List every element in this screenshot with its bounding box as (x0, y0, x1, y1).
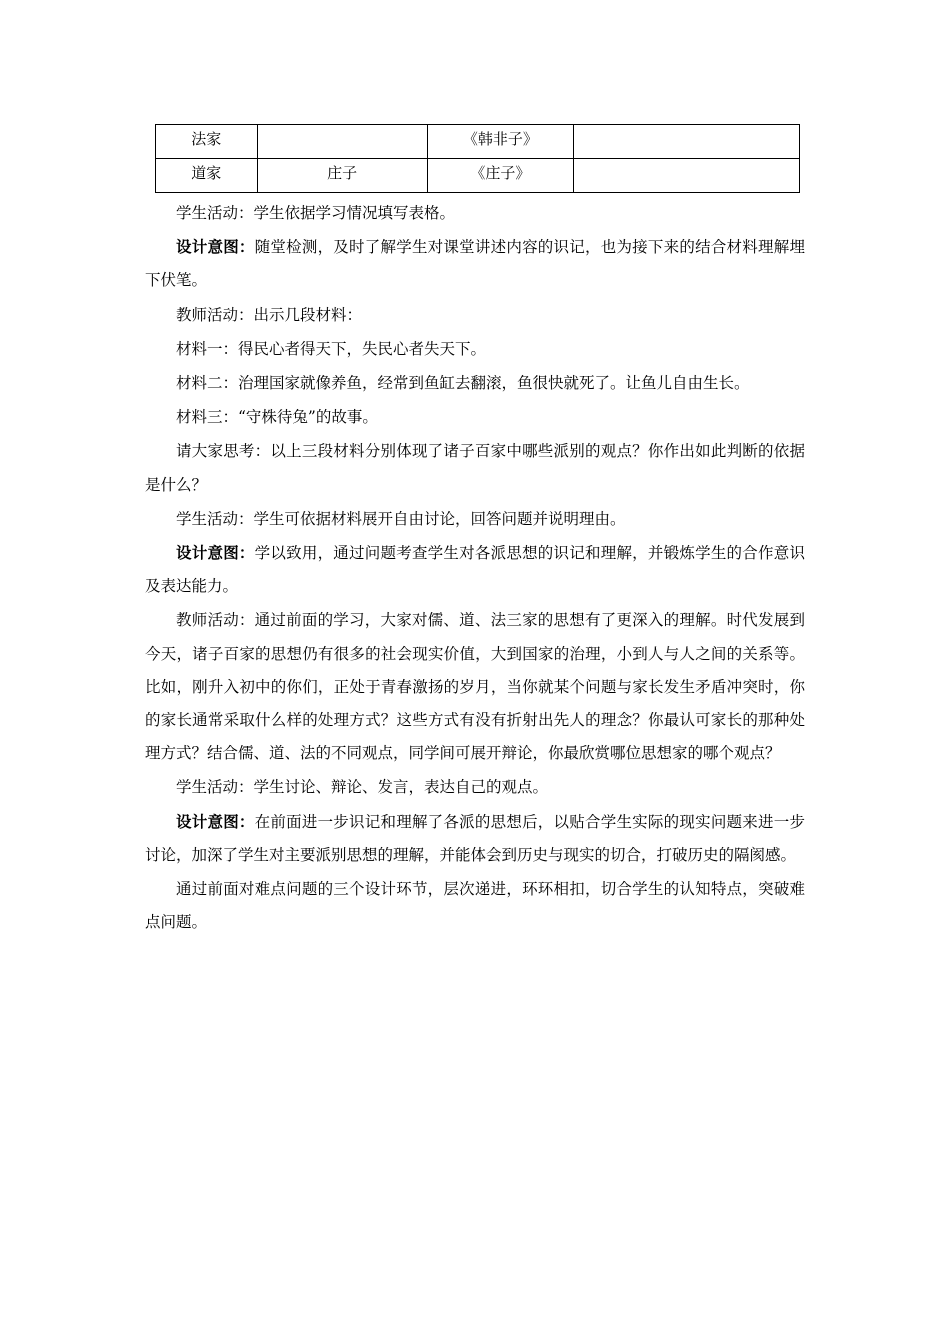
table-cell: 法家 (156, 125, 258, 159)
paragraph: 请大家思考：以上三段材料分别体现了诸子百家中哪些派别的观点？你作出如此判断的依据是什么？ (145, 442, 805, 494)
schools-table (155, 124, 800, 193)
paragraph: 设计意图：随堂检测，及时了解学生对课堂讲述内容的识记，也为接下来的结合材料理解埋下伏笔。 (145, 237, 805, 290)
paragraph: 设计意图：在前面进一步识记和理解了各派的思想后，以贴合学生实际的现实问题来进一步讨论，加深了学生对主要派别思想的理解，并能体会到历史与现实的切合，打破历史的隔阂感。 (145, 811, 805, 864)
table-cell: 《韩非子》 (427, 125, 573, 159)
table-cell (574, 159, 800, 193)
paragraph: 教师活动：出示几段材料： (176, 305, 363, 324)
table-cell: 《庄子》 (427, 159, 573, 193)
paragraph: 教师活动：通过前面的学习，大家对儒、道、法三家的思想有了更深入的理解。时代发展到今天，诸子百家的思想仍有很多的社会现实价值，大到国家的治理，小到人与人之间的关系等。比如，刚升入初中的你们，正处于青春激扬的岁月，当你就某个问题与家长发生矛盾冲突时，你的家长通常采取什么样的处理方式？这些方式有没有折射出先人的理念？你最认可家长的那种处理方式？结合儒、道、法的不同观点，同学间可展开辩论，你最欣赏哪位思想家的哪个观点？ (145, 611, 805, 763)
paragraph: 设计意图：学以致用，通过问题考查学生对各派思想的识记和理解，并锻炼学生的合作意识及表达能力。 (145, 543, 805, 596)
paragraph: 通过前面对难点问题的三个设计环节，层次递进，环环相扣，切合学生的认知特点，突破难点问题。 (145, 880, 805, 932)
body-text (145, 196, 805, 939)
paragraph: 学生活动：学生讨论、辩论、发言，表达自己的观点。 (176, 778, 549, 797)
table-cell (574, 125, 800, 159)
paragraph: 材料三：“守株待兔”的故事。 (176, 408, 378, 427)
table-cell: 道家 (156, 159, 258, 193)
paragraph: 学生活动：学生可依据材料展开自由讨论，回答问题并说明理由。 (176, 509, 626, 528)
paragraph: 学生活动：学生依据学习情况填写表格。 (176, 204, 456, 222)
table-row (156, 125, 800, 159)
table-cell: 庄子 (257, 159, 427, 193)
table-cell (257, 125, 427, 159)
paragraph: 材料一：得民心者得天下，失民心者失天下。 (176, 339, 487, 358)
table-row (156, 159, 800, 193)
paragraph: 材料二：治理国家就像养鱼，经常到鱼缸去翻滚，鱼很快就死了。让鱼儿自由生长。 (176, 374, 750, 393)
